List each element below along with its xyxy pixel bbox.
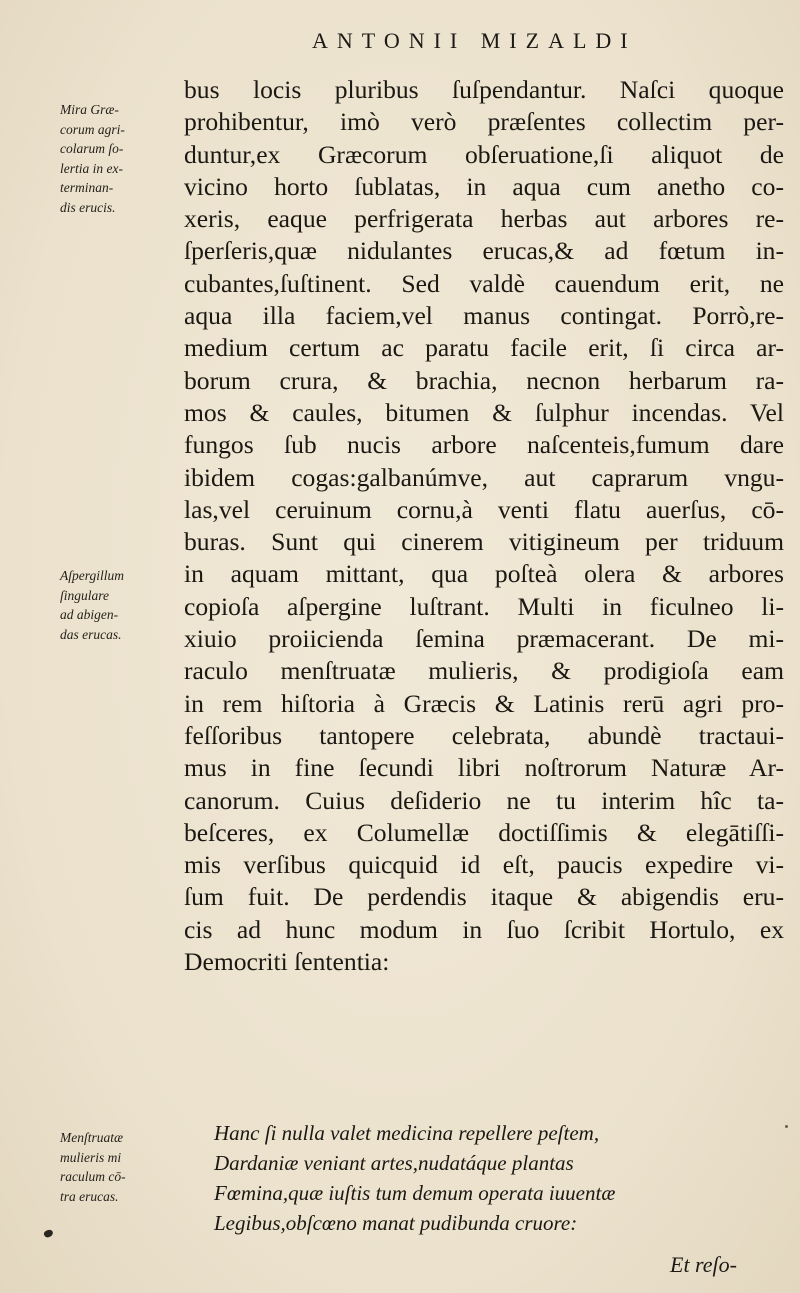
verse-quotation xyxy=(214,1118,774,1238)
text-line: terminan- xyxy=(60,180,114,195)
text-line: Legibus,obſcœno manat pudibunda cruore: xyxy=(214,1211,578,1235)
text-line: raculum cō- xyxy=(60,1169,126,1184)
text-line: bus locis pluribus ſuſpendantur. Naſci quoque xyxy=(184,75,784,104)
text-line: prohibentur, imò verò præſentes collectim per- xyxy=(184,107,784,137)
text-line: buras. Sunt qui cinerem vitigineum per triduum xyxy=(184,527,784,557)
text-line: mus in fine ſecundi libri noſtrorum Naturæ Ar- xyxy=(184,753,784,783)
margin-note-menstruatae xyxy=(60,1128,180,1206)
text-line: cis ad hunc modum in ſuo ſcribit Hortulo, ex xyxy=(184,914,784,944)
text-line: xiuio proiicienda ſemina præmacerant. De mi- xyxy=(184,624,784,654)
text-line: mos & caules, bitumen & ſulphur incendas. Vel xyxy=(184,397,784,427)
text-line: aqua illa faciem,vel manus contingat. Porrò,re- xyxy=(184,301,784,331)
margin-note-grecorum-agricolarum xyxy=(60,100,180,217)
stray-mark xyxy=(785,1125,788,1128)
text-line: fungos ſub nucis arbore naſcenteis,fumum dare xyxy=(184,430,784,460)
text-line: lertia in ex- xyxy=(60,160,123,176)
text-line: Menſtruatæ xyxy=(60,1130,123,1145)
text-line: ibidem cogas:galbanúmve, aut caprarum vngu- xyxy=(184,462,784,492)
text-line: las,vel ceruinum cornu,à venti flatu auerſus, cō- xyxy=(184,494,784,524)
catchword: Et reſo- xyxy=(670,1252,737,1277)
text-line: Fœmina,quæ iuſtis tum demum operata iuuentæ xyxy=(214,1181,616,1205)
text-line: dis erucis. xyxy=(60,199,116,215)
text-line: das erucas. xyxy=(60,626,122,642)
text-line: in rem hiſtoria à Græcis & Latinis rerū agri pro- xyxy=(184,688,784,718)
text-line: Hanc ſi nulla valet medicina repellere peſtem, xyxy=(214,1121,600,1145)
text-line: ſperſeris,quæ nidulantes erucas,& ad fœtum in- xyxy=(184,236,784,266)
text-line: mulieris mi xyxy=(60,1149,122,1165)
margin-note-aspergillum xyxy=(60,566,180,644)
text-line: colarum ſo- xyxy=(60,141,124,156)
main-text-block xyxy=(184,74,784,978)
text-line: beſceres, ex Columellæ doctiſſimis & elegātiſſi- xyxy=(184,817,784,847)
text-line: duntur,ex Græcorum obſeruatione,ſi aliquot de xyxy=(184,139,784,169)
text-line: Democriti ſententia: xyxy=(184,947,390,977)
text-line: copioſa aſpergine luſtrant. Multi in ficulneo li- xyxy=(184,591,784,621)
ink-smudge xyxy=(43,1228,54,1239)
running-head: ANTONII MIZALDI xyxy=(312,28,637,53)
text-line: ad abigen- xyxy=(60,607,119,622)
text-line: Mira Græ- xyxy=(60,102,119,117)
text-line: raculo menſtruatæ mulieris, & prodigioſa eam xyxy=(184,656,784,686)
text-line: Dardaniæ veniant artes,nudatáque plantas xyxy=(214,1151,574,1175)
text-line: medium certum ac paratu facile erit, ſi circa ar- xyxy=(184,333,784,363)
text-line: feſſoribus tantopere celebrata, abundè tractaui- xyxy=(184,720,784,750)
text-line: in aquam mittant, qua poſteà olera & arbores xyxy=(184,559,784,589)
text-line: borum crura, & brachia, necnon herbarum ra- xyxy=(184,365,784,395)
text-line: ſingulare xyxy=(60,587,109,603)
text-line: ſum fuit. De perdendis itaque & abigendis eru- xyxy=(184,882,784,912)
text-line: Aſpergillum xyxy=(60,568,124,583)
text-line: tra erucas. xyxy=(60,1188,119,1204)
text-line: corum agri- xyxy=(60,121,125,137)
text-line: vicino horto ſublatas, in aqua cum anetho co- xyxy=(184,171,784,201)
text-line: xeris, eaque perfrigerata herbas aut arbores re- xyxy=(184,204,784,234)
text-line: cubantes,ſuſtinent. Sed valdè cauendum erit, ne xyxy=(184,268,784,298)
text-line: canorum. Cuius deſiderio ne tu interim hîc ta- xyxy=(184,785,784,815)
text-line: mis verſibus quicquid id eſt, paucis expedire vi- xyxy=(184,850,784,880)
